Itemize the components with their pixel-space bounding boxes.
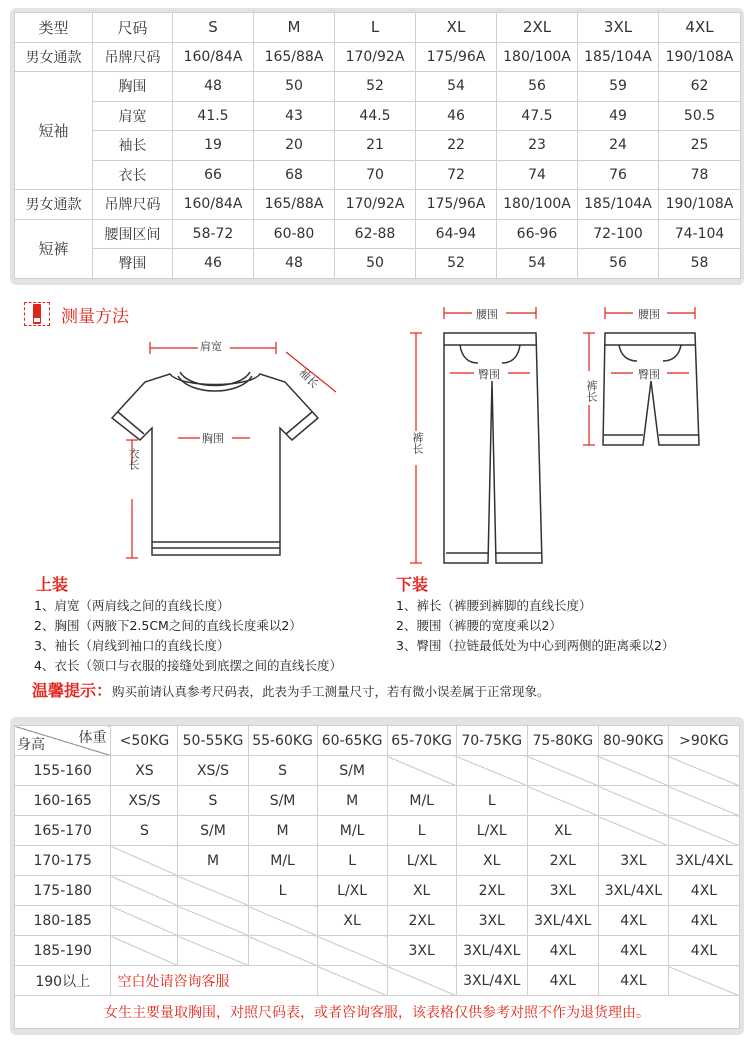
tops-row	[15, 72, 741, 102]
size-value: 66-96	[497, 219, 578, 249]
size-value: 58	[659, 249, 741, 279]
empty-size-cell	[668, 816, 739, 846]
empty-size-cell	[111, 876, 178, 906]
tip-label: 温馨提示：	[32, 681, 113, 700]
size-value: 22	[416, 131, 497, 161]
size-value: 56	[578, 249, 659, 279]
weight-header-cell: 65-70KG	[387, 726, 456, 756]
tag-size-cell: 190/108A	[659, 190, 741, 220]
note-line: 1、肩宽（两肩线之间的直线长度）	[34, 598, 230, 613]
tag-size-cell: 185/104A	[578, 42, 659, 72]
tag-size-cell: 180/100A	[497, 190, 578, 220]
height-cell: 175-180	[15, 876, 111, 906]
tag-size-cell: 165/88A	[254, 190, 335, 220]
tops-row	[15, 101, 741, 131]
recommend-size-cell: XS/S	[111, 786, 178, 816]
recommend-size-cell: 4XL	[598, 936, 668, 966]
tag-label: 吊牌尺码	[93, 42, 173, 72]
note-line: 2、胸围（两腋下2.5CM之间的直线长度乘以2）	[34, 618, 302, 633]
recommend-size-cell: S/M	[317, 756, 387, 786]
weight-header-cell: 80-90KG	[598, 726, 668, 756]
recommend-size-cell: 4XL	[668, 876, 739, 906]
size-value: 52	[416, 249, 497, 279]
recommend-size-cell: 4XL	[598, 966, 668, 996]
tag-size-cell: 180/100A	[497, 42, 578, 72]
height-cell: 190以上	[15, 966, 111, 996]
empty-size-cell	[527, 786, 598, 816]
recommend-size-cell: 3XL/4XL	[598, 876, 668, 906]
height-corner-label: 身高	[17, 737, 45, 753]
recommend-size-cell: S/M	[178, 816, 248, 846]
size-table	[14, 12, 741, 279]
measure-name: 臀围	[93, 249, 173, 279]
height-cell: 160-165	[15, 786, 111, 816]
size-value: 62	[659, 72, 741, 102]
empty-size-cell	[668, 756, 739, 786]
tshirt-shoulder-label: 肩宽	[200, 340, 222, 353]
size-header-cell: M	[254, 13, 335, 43]
tag-size-cell: 160/84A	[173, 190, 254, 220]
size-value: 72	[416, 160, 497, 190]
empty-size-cell	[317, 936, 387, 966]
size-value: 56	[497, 72, 578, 102]
shorts-hip-label: 臀围	[638, 368, 660, 381]
weight-header-cell: 55-60KG	[248, 726, 317, 756]
recommend-size-cell: M/L	[387, 786, 456, 816]
size-header-cell: 3XL	[578, 13, 659, 43]
tag-size-cell: 160/84A	[173, 42, 254, 72]
size-value: 74	[497, 160, 578, 190]
recommend-size-cell: M/L	[248, 846, 317, 876]
weight-header-cell: 50-55KG	[178, 726, 248, 756]
tag-size-cell: 165/88A	[254, 42, 335, 72]
recommend-size-cell: 3XL/4XL	[668, 846, 739, 876]
unisex-label: 男女通款	[15, 42, 93, 72]
recommend-size-cell: L/XL	[456, 816, 527, 846]
footer-note: 女生主要量取胸围，对照尺码表，或者咨询客服，该表格仅供参考对照不作为退货理由。	[15, 996, 740, 1029]
height-row	[15, 786, 740, 816]
recommend-size-cell: M	[317, 786, 387, 816]
recommend-size-cell: 4XL	[668, 936, 739, 966]
unisex-label: 男女通款	[15, 190, 93, 220]
size-value: 21	[335, 131, 416, 161]
height-row	[15, 756, 740, 786]
height-row	[15, 816, 740, 846]
recommend-size-cell: 4XL	[598, 906, 668, 936]
size-value: 64-94	[416, 219, 497, 249]
weight-header-cell: 75-80KG	[527, 726, 598, 756]
recommend-size-cell: S	[111, 816, 178, 846]
recommend-size-cell: L	[387, 816, 456, 846]
size-value: 72-100	[578, 219, 659, 249]
size-header-cell: XL	[416, 13, 497, 43]
height-row	[15, 936, 740, 966]
size-header-cell: 尺码	[93, 13, 173, 43]
size-header-cell: 4XL	[659, 13, 741, 43]
tip-line	[32, 678, 550, 701]
size-value: 19	[173, 131, 254, 161]
recommend-size-cell: M/L	[317, 816, 387, 846]
empty-size-cell	[178, 876, 248, 906]
empty-size-cell	[387, 966, 456, 996]
size-value: 50	[335, 249, 416, 279]
size-value: 54	[416, 72, 497, 102]
measure-name: 衣长	[93, 160, 173, 190]
empty-size-cell	[317, 966, 387, 996]
weight-header-row	[15, 726, 740, 756]
recommend-size-cell: 3XL/4XL	[456, 936, 527, 966]
recommend-size-cell: S	[248, 756, 317, 786]
size-value: 48	[254, 249, 335, 279]
tag-size-cell: 185/104A	[578, 190, 659, 220]
size-value: 24	[578, 131, 659, 161]
empty-size-cell	[598, 786, 668, 816]
tag-size-row	[15, 190, 741, 220]
warning-icon-dot	[34, 318, 40, 322]
size-value: 54	[497, 249, 578, 279]
measure-name: 肩宽	[93, 101, 173, 131]
footer-row	[15, 996, 740, 1029]
size-value: 20	[254, 131, 335, 161]
recommend-size-cell: S	[178, 786, 248, 816]
empty-size-cell	[111, 846, 178, 876]
recommend-size-cell: 3XL	[387, 936, 456, 966]
tag-label: 吊牌尺码	[93, 190, 173, 220]
note-line: 1、裤长（裤腰到裤脚的直线长度）	[396, 598, 592, 613]
height-cell: 185-190	[15, 936, 111, 966]
size-header-row	[15, 13, 741, 43]
tshirt-length-label: 衣长	[127, 448, 140, 470]
size-value: 41.5	[173, 101, 254, 131]
recommend-size-cell: XL	[317, 906, 387, 936]
note-line: 3、臀围（拉链最低处为中心到两侧的距离乘以2）	[396, 638, 675, 653]
empty-size-cell	[668, 966, 739, 996]
recommend-size-cell: 3XL/4XL	[527, 906, 598, 936]
recommend-size-cell: L	[317, 846, 387, 876]
shorts-row	[15, 249, 741, 279]
recommend-size-cell: 2XL	[456, 876, 527, 906]
tops-row	[15, 160, 741, 190]
tag-size-cell: 175/96A	[416, 190, 497, 220]
size-value: 68	[254, 160, 335, 190]
tops-title: 上装	[36, 575, 69, 594]
measure-title: 测量方法	[61, 307, 129, 327]
tshirt-chest-label: 胸围	[202, 432, 224, 445]
empty-size-cell	[248, 906, 317, 936]
empty-size-cell	[527, 756, 598, 786]
size-value: 25	[659, 131, 741, 161]
shorts-length-label: 裤长	[585, 380, 598, 402]
size-value: 46	[173, 249, 254, 279]
size-value: 60-80	[254, 219, 335, 249]
size-value: 46	[416, 101, 497, 131]
size-value: 49	[578, 101, 659, 131]
size-value: 74-104	[659, 219, 741, 249]
pants-hip-label: 臀围	[478, 368, 500, 381]
size-value: 47.5	[497, 101, 578, 131]
measure-name: 胸围	[93, 72, 173, 102]
recommend-size-cell: 3XL	[598, 846, 668, 876]
recommend-size-cell: XL	[456, 846, 527, 876]
tag-size-cell: 170/92A	[335, 42, 416, 72]
height-row	[15, 876, 740, 906]
size-header-cell: 类型	[15, 13, 93, 43]
measure-name: 腰围区间	[93, 219, 173, 249]
recommend-size-cell: 3XL/4XL	[456, 966, 527, 996]
size-header-cell: 2XL	[497, 13, 578, 43]
pants-waist-label: 腰围	[476, 308, 498, 321]
height-row	[15, 966, 740, 996]
tag-size-cell: 170/92A	[335, 190, 416, 220]
tops-label: 短袖	[15, 72, 93, 190]
tip-text: 购买前请认真参考尺码表，此表为手工测量尺寸，若有微小误差属于正常现象。	[112, 684, 550, 699]
recommend-table	[14, 725, 740, 1029]
recommend-size-cell: M	[178, 846, 248, 876]
pants-length-label: 裤长	[411, 432, 424, 454]
empty-size-cell	[178, 936, 248, 966]
recommend-size-cell: L/XL	[317, 876, 387, 906]
empty-size-cell	[598, 816, 668, 846]
size-value: 62-88	[335, 219, 416, 249]
size-value: 50	[254, 72, 335, 102]
height-row	[15, 906, 740, 936]
empty-size-cell	[111, 906, 178, 936]
tag-size-cell: 175/96A	[416, 42, 497, 72]
recommend-size-cell: 4XL	[527, 966, 598, 996]
recommend-size-cell: L	[456, 786, 527, 816]
size-value: 59	[578, 72, 659, 102]
empty-size-cell	[456, 756, 527, 786]
recommend-size-cell: 3XL	[456, 906, 527, 936]
size-value: 48	[173, 72, 254, 102]
recommend-size-cell: 4XL	[527, 936, 598, 966]
weight-header-cell: 70-75KG	[456, 726, 527, 756]
blank-note-cell: 空白处请咨询客服	[111, 966, 317, 996]
bottoms-title: 下装	[396, 575, 429, 594]
height-cell: 180-185	[15, 906, 111, 936]
size-value: 44.5	[335, 101, 416, 131]
size-value: 70	[335, 160, 416, 190]
height-row	[15, 846, 740, 876]
recommend-size-cell: S/M	[248, 786, 317, 816]
tops-row	[15, 131, 741, 161]
size-value: 58-72	[173, 219, 254, 249]
size-value: 78	[659, 160, 741, 190]
recommend-size-cell: 2XL	[527, 846, 598, 876]
size-value: 76	[578, 160, 659, 190]
height-cell: 165-170	[15, 816, 111, 846]
weight-header-cell: 60-65KG	[317, 726, 387, 756]
note-line: 4、衣长（领口与衣服的接缝处到底摆之间的直线长度）	[34, 658, 342, 673]
empty-size-cell	[668, 786, 739, 816]
empty-size-cell	[178, 906, 248, 936]
recommend-size-cell: XS	[111, 756, 178, 786]
recommend-size-cell: 3XL	[527, 876, 598, 906]
tag-size-row	[15, 42, 741, 72]
note-line: 3、袖长（肩线到袖口的直线长度）	[34, 638, 230, 653]
height-cell: 155-160	[15, 756, 111, 786]
tag-size-cell: 190/108A	[659, 42, 741, 72]
recommend-size-cell: M	[248, 816, 317, 846]
weight-header-cell: >90KG	[668, 726, 739, 756]
size-header-cell: L	[335, 13, 416, 43]
measure-name: 袖长	[93, 131, 173, 161]
size-value: 52	[335, 72, 416, 102]
empty-size-cell	[598, 756, 668, 786]
recommend-size-cell: L	[248, 876, 317, 906]
shorts-waist-label: 腰围	[638, 308, 660, 321]
shorts-row	[15, 219, 741, 249]
recommend-size-cell: XL	[527, 816, 598, 846]
height-cell: 170-175	[15, 846, 111, 876]
size-header-cell: S	[173, 13, 254, 43]
tshirt-sleeve-label: 袖长	[296, 365, 322, 391]
recommend-size-cell: 4XL	[668, 906, 739, 936]
size-value: 66	[173, 160, 254, 190]
recommend-size-cell: XS/S	[178, 756, 248, 786]
size-value: 23	[497, 131, 578, 161]
weight-corner-label: 体重	[78, 730, 107, 746]
corner-cell	[15, 726, 111, 756]
shorts-label: 短裤	[15, 219, 93, 278]
recommend-size-cell: L/XL	[387, 846, 456, 876]
recommend-size-cell: XL	[387, 876, 456, 906]
empty-size-cell	[387, 756, 456, 786]
recommend-size-cell: 2XL	[387, 906, 456, 936]
size-value: 50.5	[659, 101, 741, 131]
empty-size-cell	[248, 936, 317, 966]
size-value: 43	[254, 101, 335, 131]
empty-size-cell	[111, 936, 178, 966]
weight-header-cell: <50KG	[111, 726, 178, 756]
note-line: 2、腰围（裤腰的宽度乘以2）	[396, 618, 562, 633]
